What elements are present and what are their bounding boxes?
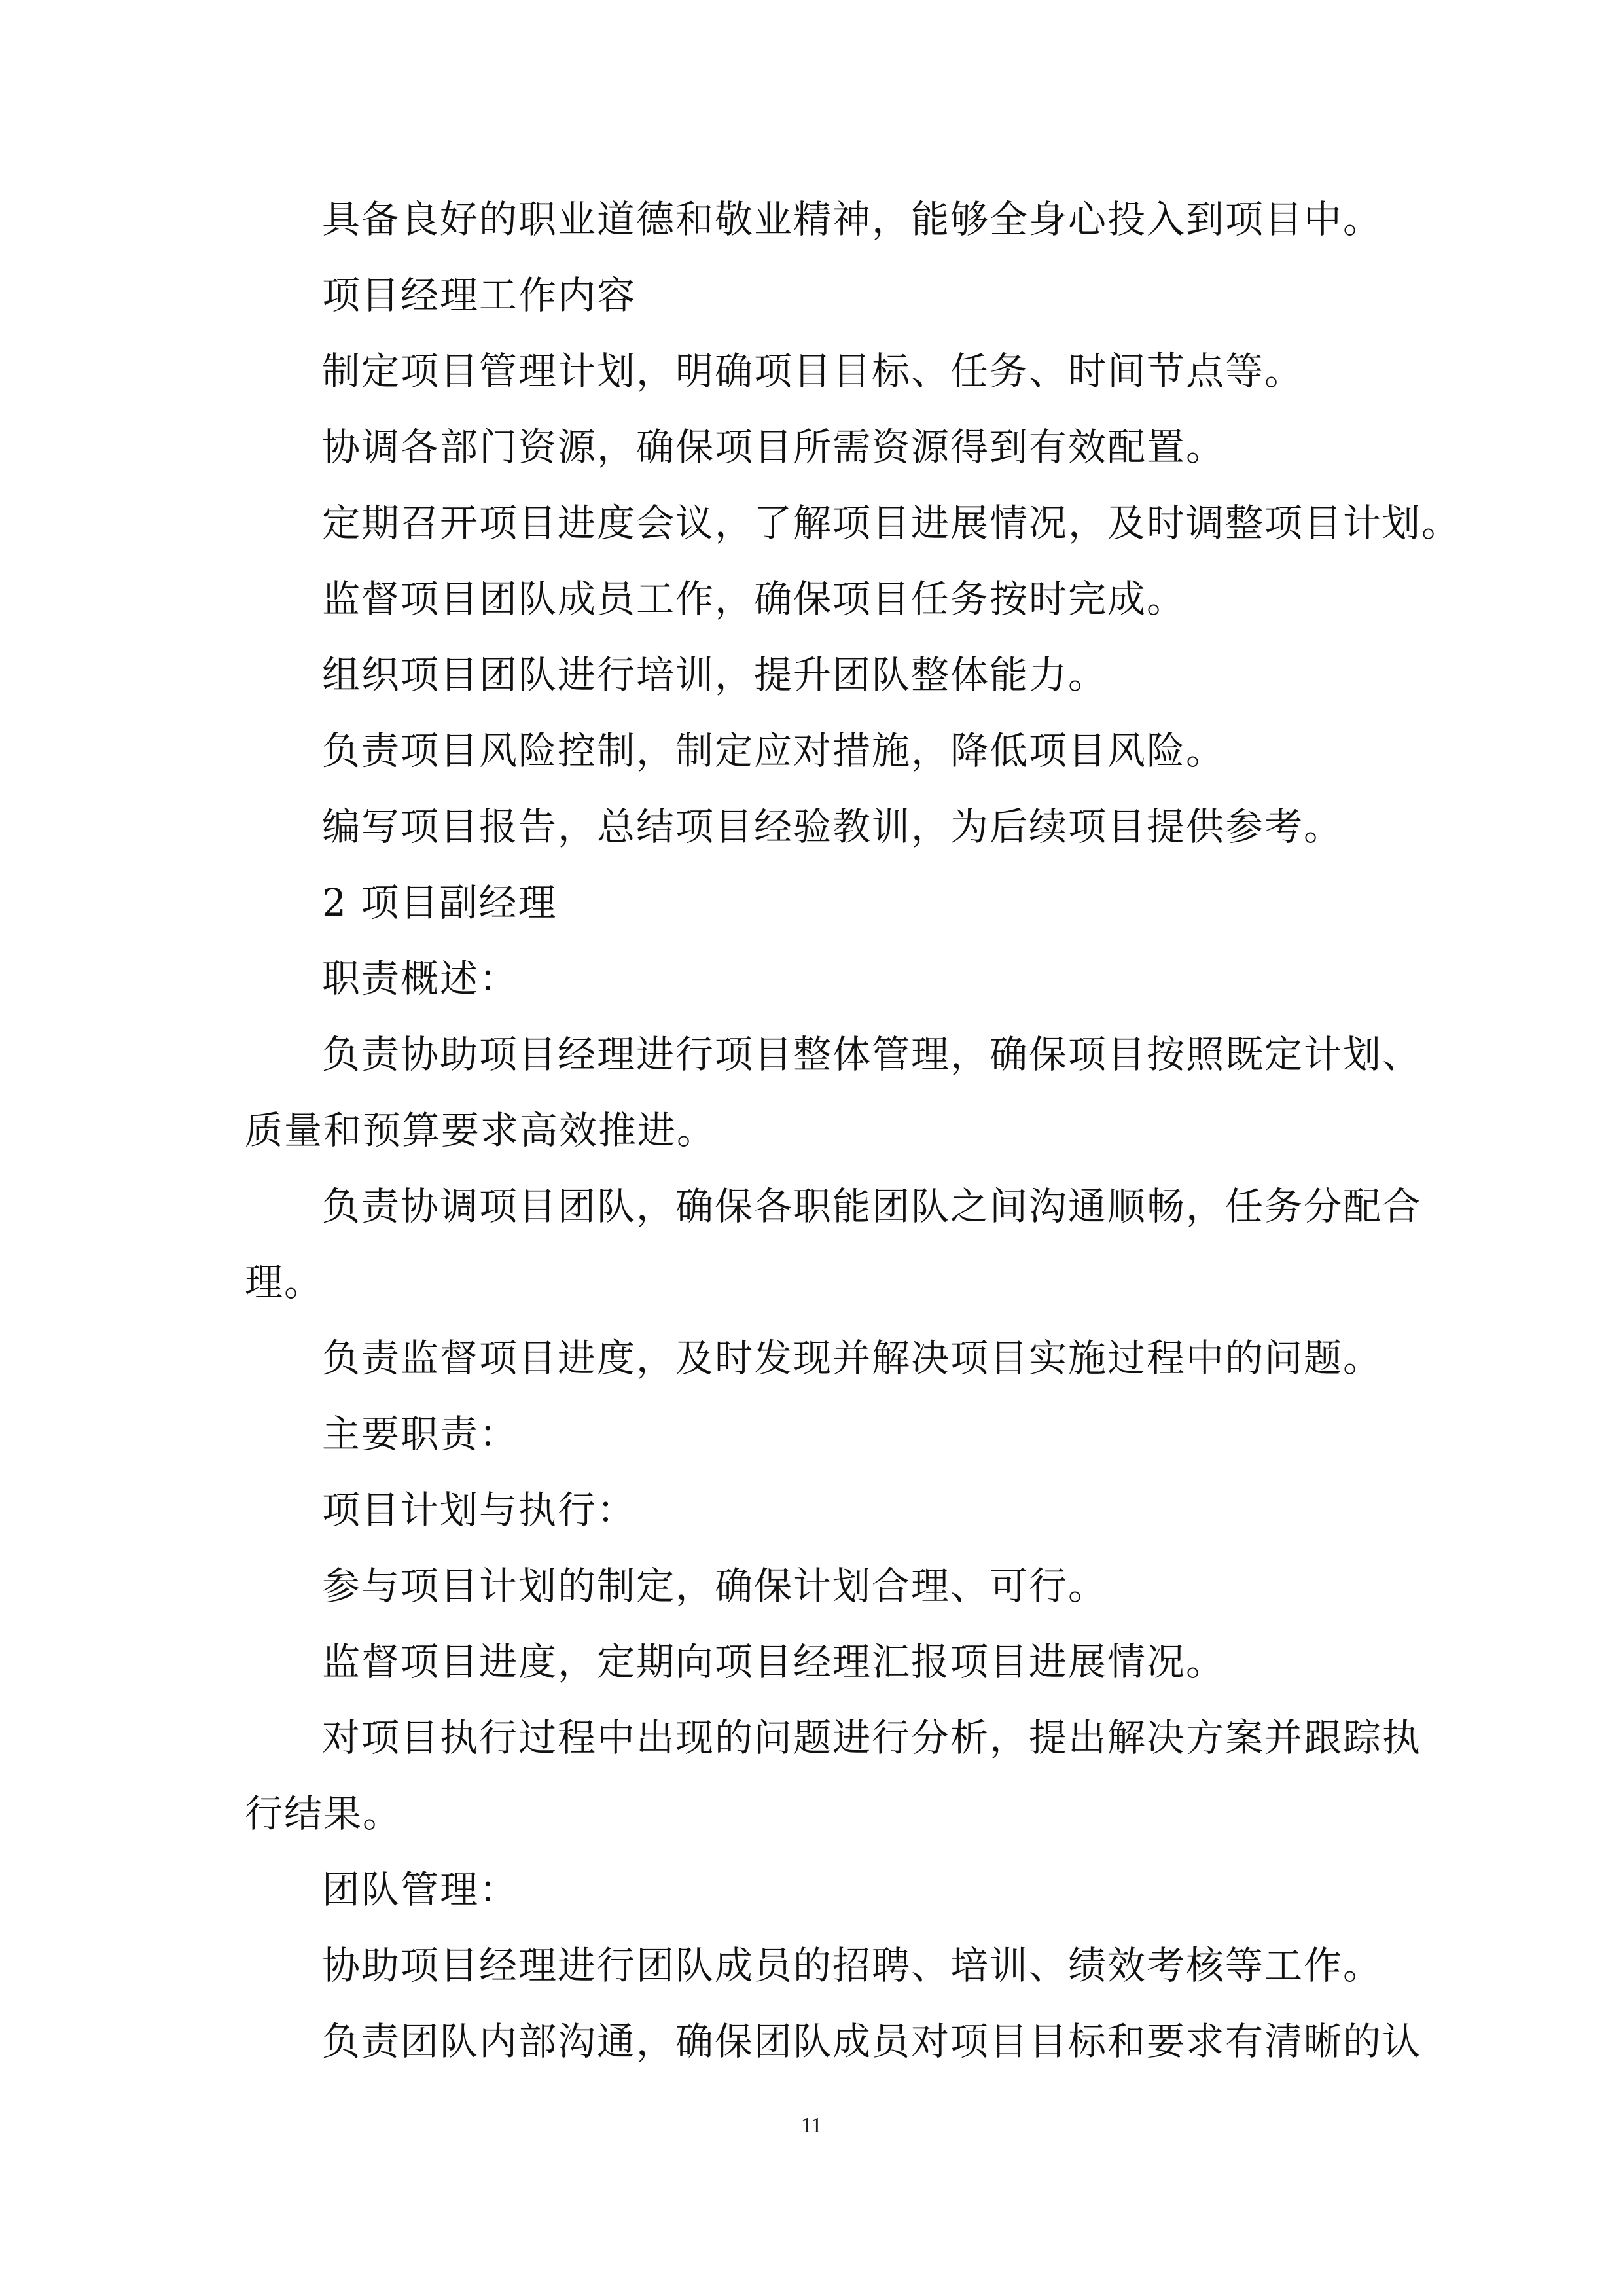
paragraph-line: 负责团队内部沟通，确保团队成员对项目目标和要求有清晰的认 xyxy=(322,2019,1422,2064)
subsection-heading: 职责概述： xyxy=(322,956,519,1001)
paragraph-line: 具备良好的职业道德和敬业精神，能够全身心投入到项目中。 xyxy=(322,197,1383,242)
paragraph-line: 协助项目经理进行团队成员的招聘、培训、绩效考核等工作。 xyxy=(322,1943,1383,1988)
section-heading: 2 项目副经理 xyxy=(322,880,558,925)
paragraph-line: 对项目执行过程中出现的问题进行分析，提出解决方案并跟踪执 xyxy=(322,1715,1422,1760)
paragraph-line: 协调各部门资源，确保项目所需资源得到有效配置。 xyxy=(322,425,1226,469)
paragraph-line-continued: 行结果。 xyxy=(245,1791,402,1836)
page-number: 11 xyxy=(800,2113,823,2138)
paragraph-line: 定期召开项目进度会议，了解项目进展情况，及时调整项目计划。 xyxy=(322,501,1461,545)
paragraph-line: 编写项目报告，总结项目经验教训，为后续项目提供参考。 xyxy=(322,804,1344,849)
subsection-heading: 项目计划与执行： xyxy=(322,1488,637,1532)
paragraph-line: 监督项目团队成员工作，确保项目任务按时完成。 xyxy=(322,577,1186,621)
paragraph-line-continued: 质量和预算要求高效推进。 xyxy=(245,1108,717,1153)
section-heading: 项目经理工作内容 xyxy=(322,273,637,317)
paragraph-line: 参与项目计划的制定，确保计划合理、可行。 xyxy=(322,1564,1108,1608)
paragraph-line: 负责协调项目团队，确保各职能团队之间沟通顺畅，任务分配合 xyxy=(322,1184,1422,1229)
paragraph-line: 制定项目管理计划，明确项目目标、任务、时间节点等。 xyxy=(322,349,1304,393)
subsection-heading: 团队管理： xyxy=(322,1867,519,1912)
paragraph-line: 负责项目风险控制，制定应对措施，降低项目风险。 xyxy=(322,728,1226,773)
paragraph-line: 负责监督项目进度，及时发现并解决项目实施过程中的问题。 xyxy=(322,1336,1383,1380)
subsection-heading: 主要职责： xyxy=(322,1412,519,1456)
paragraph-line: 负责协助项目经理进行项目整体管理，确保项目按照既定计划、 xyxy=(322,1032,1422,1077)
paragraph-line: 监督项目进度，定期向项目经理汇报项目进展情况。 xyxy=(322,1640,1226,1684)
paragraph-line: 组织项目团队进行培训，提升团队整体能力。 xyxy=(322,653,1108,697)
paragraph-line-continued: 理。 xyxy=(245,1260,324,1304)
